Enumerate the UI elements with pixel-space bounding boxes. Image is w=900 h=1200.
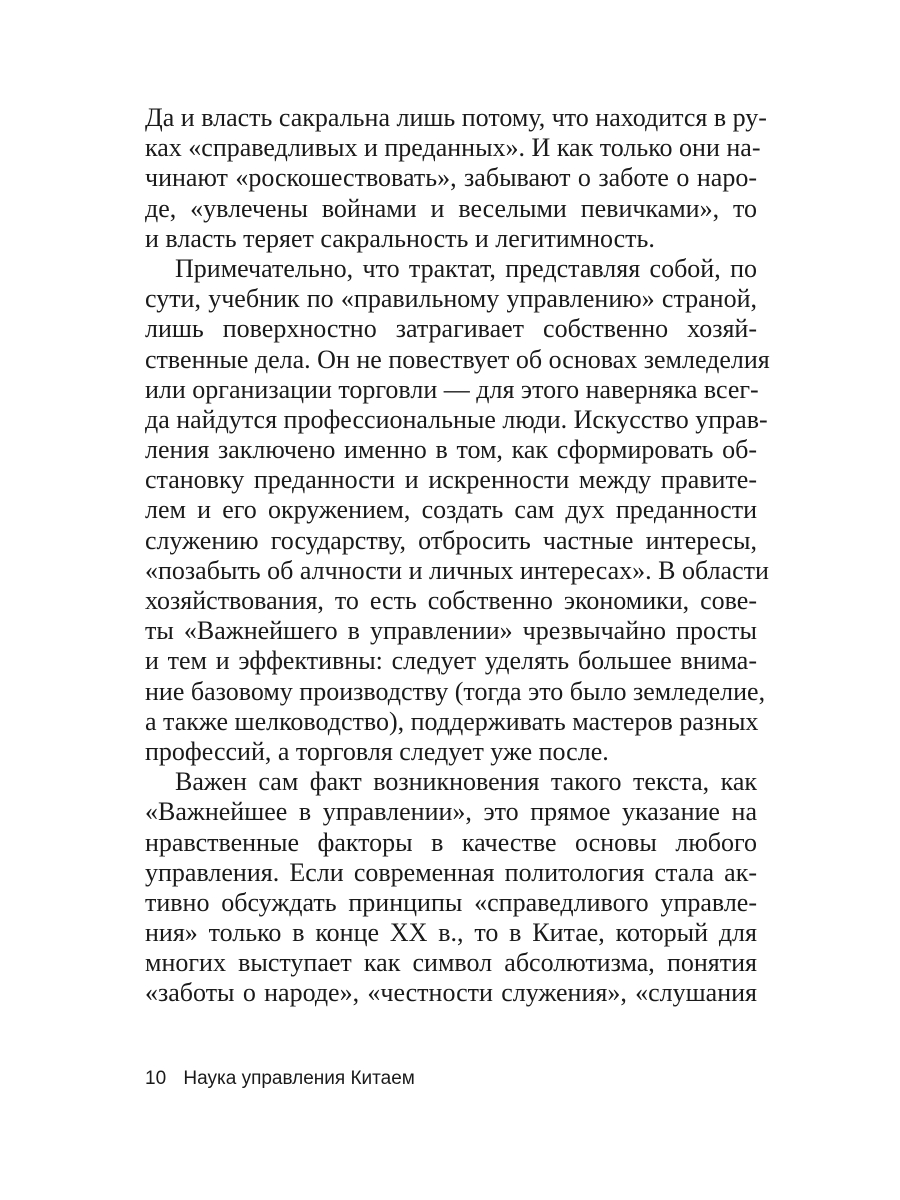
text-line: и тем и эффективны: следует уделять большее внима- — [145, 646, 757, 676]
text-line: ние базовому производству (тогда это было земледелие, — [145, 676, 766, 706]
text-line: Важен сам факт возникновения такого текста, как — [175, 767, 757, 797]
text-line: или организации торговли — для этого наверняка всег- — [145, 374, 759, 404]
text-line: сути, учебник по «правильному управлению» страной, — [145, 284, 757, 314]
text-line: де, «увлечены войнами и веселыми певичками», то — [145, 193, 757, 223]
running-title: Наука управления Китаем — [183, 1068, 415, 1089]
text-line: становку преданности и искренности между правите- — [145, 465, 757, 495]
text-line: лем и его окружением, создать сам дух преданности — [145, 495, 757, 525]
text-line: Да и власть сакральна лишь потому, что находится в ру- — [145, 103, 767, 132]
text-line: тивно обсуждать принципы «справедливого управле- — [145, 887, 757, 917]
text-line: «заботы о народе», «честности служения», «слушания — [145, 978, 757, 1008]
page-number: 10 — [145, 1068, 167, 1089]
text-line: чинают «роскошествовать», забывают о заботе о наро- — [145, 163, 757, 193]
text-line: ственные дела. Он не повествует об основах земледелия — [145, 344, 770, 374]
text-line: а также шелководство), поддерживать мастеров разных — [145, 706, 759, 736]
text-line: Примечательно, что трактат, представляя собой, по — [175, 253, 757, 283]
text-line: многих выступает как символ абсолютизма, понятия — [145, 948, 757, 978]
text-line: и власть теряет сакральность и легитимность. — [145, 223, 655, 253]
text-line: «Важнейшее в управлении», это прямое указание на — [145, 797, 757, 827]
text-line: да найдутся профессиональные люди. Искусство управ- — [145, 404, 768, 434]
body-text — [145, 103, 770, 1009]
text-line: «позабыть об алчности и личных интересах». В области — [145, 555, 769, 585]
text-line: хозяйствования, то есть собственно экономики, сове- — [145, 586, 757, 615]
text-line: служению государству, отбросить частные интересы, — [145, 525, 757, 555]
text-line: ты «Важнейшего в управлении» чрезвычайно просты — [145, 616, 757, 646]
page-footer — [145, 1068, 415, 1090]
text-line: нравственные факторы в качестве основы любого — [145, 827, 757, 857]
text-line: управления. Если современная политология стала ак- — [145, 857, 757, 887]
text-line: ления заключено именно в том, как сформировать об- — [145, 435, 757, 465]
text-line: ках «справедливых и преданных». И как только они на- — [145, 133, 761, 163]
text-line: профессий, а торговля следует уже после. — [145, 736, 609, 766]
text-line: лишь поверхностно затрагивает собственно хозяй- — [145, 314, 757, 344]
text-line: ния» только в конце XX в., то в Китае, который для — [145, 918, 757, 948]
